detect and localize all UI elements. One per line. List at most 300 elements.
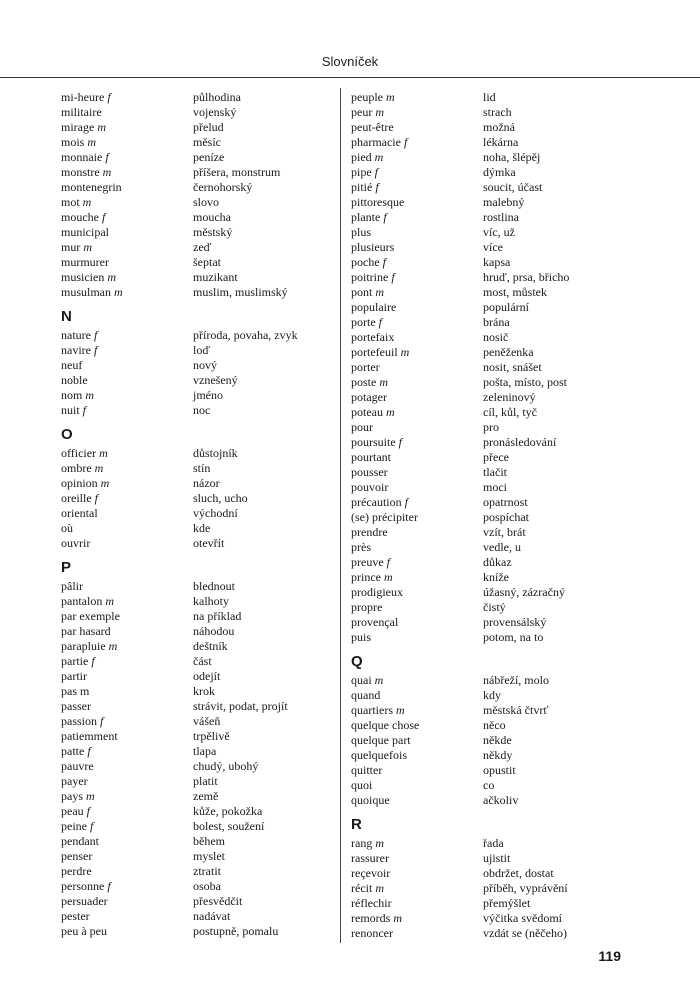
glossary-entry xyxy=(351,793,616,808)
glossary-entry xyxy=(61,909,326,924)
french-word: pittoresque xyxy=(351,195,405,209)
french-term xyxy=(61,446,193,461)
gender-marker: m xyxy=(87,135,97,149)
glossary-entry xyxy=(61,594,326,609)
glossary-entry xyxy=(351,435,616,450)
czech-translation: postupně, pomalu xyxy=(193,924,279,938)
gender-marker: f xyxy=(107,879,111,893)
czech-translation: jméno xyxy=(193,388,223,402)
section-letter-heading: P xyxy=(61,559,72,576)
french-word: porte xyxy=(351,315,376,329)
gender-marker: m xyxy=(383,570,393,584)
glossary-entry xyxy=(61,699,326,714)
french-term xyxy=(351,615,483,630)
czech-translation: hruď, prsa, břicho xyxy=(483,270,570,284)
glossary-entry xyxy=(61,879,326,894)
glossary-entry xyxy=(351,375,616,390)
french-term xyxy=(351,300,483,315)
czech-translation: peníze xyxy=(193,150,225,164)
french-word: pousser xyxy=(351,465,388,479)
french-term xyxy=(351,435,483,450)
french-word: nuit xyxy=(61,403,80,417)
section-letter-heading: N xyxy=(61,308,72,325)
french-word: plante xyxy=(351,210,381,224)
french-word: pantalon xyxy=(61,594,103,608)
czech-translation: více xyxy=(483,240,503,254)
french-word: passion xyxy=(61,714,97,728)
section-letter-heading: Q xyxy=(351,653,363,670)
french-term xyxy=(61,894,193,909)
czech-translation: nosit, snášet xyxy=(483,360,542,374)
french-term xyxy=(61,285,193,300)
gender-marker: f xyxy=(374,165,379,179)
glossary-entry xyxy=(351,763,616,778)
glossary-entry xyxy=(351,718,616,733)
gender-marker: m xyxy=(99,446,108,460)
glossary-entry xyxy=(61,624,326,639)
glossary-entry xyxy=(351,911,616,926)
french-word: penser xyxy=(61,849,93,863)
czech-translation: vzít, brát xyxy=(483,525,526,539)
glossary-entry xyxy=(61,521,326,536)
glossary-entry xyxy=(351,135,616,150)
gender-marker: m xyxy=(379,375,389,389)
glossary-entry xyxy=(351,585,616,600)
french-word: pitié xyxy=(351,180,373,194)
french-word: peine xyxy=(61,819,87,833)
gender-marker: f xyxy=(383,210,387,224)
czech-translation: nadávat xyxy=(193,909,231,923)
czech-translation: sluch, ucho xyxy=(193,491,248,505)
glossary-entry xyxy=(61,225,326,240)
gender-marker: m xyxy=(82,195,92,209)
czech-translation: blednout xyxy=(193,579,235,593)
czech-translation: lékárna xyxy=(483,135,519,149)
czech-translation: důstojník xyxy=(193,446,238,460)
czech-translation: rostlina xyxy=(483,210,519,224)
glossary-entry xyxy=(351,315,616,330)
glossary-entry xyxy=(351,270,616,285)
french-word: remords xyxy=(351,911,391,925)
french-term xyxy=(351,748,483,763)
french-term xyxy=(61,120,193,135)
french-term xyxy=(61,609,193,624)
czech-translation: pospíchat xyxy=(483,510,529,524)
french-word: peu à peu xyxy=(61,924,107,938)
french-word: patte xyxy=(61,744,85,758)
french-term xyxy=(351,688,483,703)
french-word: réflechir xyxy=(351,896,392,910)
gender-marker: f xyxy=(391,270,395,284)
glossary-entry xyxy=(61,579,326,594)
gender-marker: f xyxy=(87,744,91,758)
glossary-entry xyxy=(351,881,616,896)
glossary-entry xyxy=(61,654,326,669)
glossary-entry xyxy=(351,420,616,435)
czech-translation: přesvědčit xyxy=(193,894,243,908)
french-term xyxy=(351,703,483,718)
french-word: pays xyxy=(61,789,83,803)
glossary-entry xyxy=(351,360,616,375)
gender-marker: m xyxy=(375,285,385,299)
french-term xyxy=(61,255,193,270)
glossary-entry xyxy=(61,150,326,165)
glossary-entry xyxy=(61,165,326,180)
french-term xyxy=(61,270,193,285)
french-term xyxy=(61,624,193,639)
french-term xyxy=(61,819,193,834)
czech-translation: peněženka xyxy=(483,345,534,359)
glossary-entry xyxy=(351,525,616,540)
french-word: quelque chose xyxy=(351,718,420,732)
glossary-entry xyxy=(61,461,326,476)
french-word: oreille xyxy=(61,491,92,505)
french-term xyxy=(61,759,193,774)
french-term xyxy=(351,733,483,748)
glossary-entry xyxy=(61,609,326,624)
gender-marker: m xyxy=(86,789,95,803)
glossary-entry xyxy=(61,849,326,864)
glossary-entry xyxy=(351,688,616,703)
french-word: mot xyxy=(61,195,80,209)
czech-translation: vedle, u xyxy=(483,540,521,554)
french-word: quand xyxy=(351,688,381,702)
gender-marker: f xyxy=(94,491,98,505)
french-word: plus xyxy=(351,225,372,239)
french-word: pas m xyxy=(61,684,90,698)
french-term xyxy=(351,896,483,911)
czech-translation: muzikant xyxy=(193,270,238,284)
french-word: persuader xyxy=(61,894,108,908)
gender-marker: m xyxy=(114,285,123,299)
french-term xyxy=(351,600,483,615)
french-term xyxy=(351,851,483,866)
glossary-entry xyxy=(61,105,326,120)
french-word: puis xyxy=(351,630,372,644)
czech-translation: vojenský xyxy=(193,105,237,119)
french-term xyxy=(351,465,483,480)
french-word: potager xyxy=(351,390,387,404)
french-term xyxy=(351,480,483,495)
french-term xyxy=(61,90,193,105)
glossary-entry xyxy=(351,778,616,793)
french-term xyxy=(61,909,193,924)
french-term xyxy=(351,405,483,420)
czech-translation: pronásledování xyxy=(483,435,557,449)
french-word: renoncer xyxy=(351,926,393,940)
gender-marker: m xyxy=(375,105,384,119)
glossary-entry xyxy=(351,90,616,105)
french-term xyxy=(351,420,483,435)
czech-translation: brána xyxy=(483,315,510,329)
french-word: poitrine xyxy=(351,270,389,284)
french-term xyxy=(61,506,193,521)
gender-marker: m xyxy=(400,345,410,359)
french-term xyxy=(61,684,193,699)
section-letter-heading: R xyxy=(351,816,362,833)
french-word: personne xyxy=(61,879,105,893)
french-term xyxy=(351,240,483,255)
french-word: quelque part xyxy=(351,733,411,747)
french-word: pied xyxy=(351,150,372,164)
glossary-entry xyxy=(61,328,326,343)
french-word: où xyxy=(61,521,73,535)
french-word: peur xyxy=(351,105,373,119)
french-term xyxy=(351,150,483,165)
czech-translation: muslim, muslimský xyxy=(193,285,288,299)
french-word: oriental xyxy=(61,506,98,520)
gender-marker: m xyxy=(108,639,118,653)
glossary-entry xyxy=(61,684,326,699)
glossary-entry xyxy=(61,864,326,879)
czech-translation: během xyxy=(193,834,225,848)
glossary-entry xyxy=(61,894,326,909)
french-term xyxy=(61,714,193,729)
glossary-entry xyxy=(351,240,616,255)
gender-marker: f xyxy=(91,654,95,668)
french-word: pipe xyxy=(351,165,372,179)
french-word: quoique xyxy=(351,793,390,807)
glossary-entry xyxy=(351,495,616,510)
french-word: quartiers xyxy=(351,703,393,717)
gender-marker: f xyxy=(107,90,111,104)
glossary-entry xyxy=(351,345,616,360)
french-term xyxy=(351,555,483,570)
gender-marker: f xyxy=(86,804,90,818)
czech-translation: cíl, kůl, tyč xyxy=(483,405,537,419)
french-term xyxy=(61,358,193,373)
french-term xyxy=(351,673,483,688)
gender-marker: m xyxy=(374,673,384,687)
french-word: poche xyxy=(351,255,380,269)
french-term xyxy=(351,90,483,105)
french-word: prodigieux xyxy=(351,585,403,599)
french-word: poursuite xyxy=(351,435,396,449)
french-word: poteau xyxy=(351,405,383,419)
glossary-entry xyxy=(61,476,326,491)
czech-translation: městský xyxy=(193,225,233,239)
french-term xyxy=(351,510,483,525)
gender-marker: f xyxy=(102,210,106,224)
french-term xyxy=(61,491,193,506)
czech-translation: pošta, místo, post xyxy=(483,375,568,389)
czech-translation: na příklad xyxy=(193,609,242,623)
french-word: quoi xyxy=(351,778,373,792)
czech-translation: opatrnost xyxy=(483,495,528,509)
czech-translation: dýmka xyxy=(483,165,516,179)
czech-translation: kapsa xyxy=(483,255,511,269)
french-term xyxy=(351,210,483,225)
gender-marker: m xyxy=(102,165,112,179)
french-word: peut-être xyxy=(351,120,394,134)
gender-marker: f xyxy=(100,714,104,728)
glossary-entry xyxy=(351,600,616,615)
french-term xyxy=(351,495,483,510)
gender-marker: m xyxy=(386,90,395,104)
french-word: prince xyxy=(351,570,381,584)
french-word: mois xyxy=(61,135,85,149)
czech-translation: kalhoty xyxy=(193,594,229,608)
french-word: mi-heure xyxy=(61,90,105,104)
czech-translation: stín xyxy=(193,461,211,475)
czech-translation: kde xyxy=(193,521,211,535)
french-word: reçevoir xyxy=(351,866,391,880)
french-term xyxy=(351,570,483,585)
french-word: mirage xyxy=(61,120,95,134)
glossary-entry xyxy=(61,270,326,285)
french-word: propre xyxy=(351,600,383,614)
french-term xyxy=(61,135,193,150)
french-word: portefaix xyxy=(351,330,395,344)
french-term xyxy=(61,699,193,714)
french-word: perdre xyxy=(61,864,92,878)
french-word: murmurer xyxy=(61,255,109,269)
french-word: pharmacie xyxy=(351,135,401,149)
french-word: opinion xyxy=(61,476,98,490)
french-term xyxy=(61,180,193,195)
french-term xyxy=(61,105,193,120)
french-term xyxy=(351,763,483,778)
french-term xyxy=(61,195,193,210)
french-term xyxy=(61,639,193,654)
gender-marker: f xyxy=(90,819,94,833)
french-term xyxy=(61,210,193,225)
french-word: montenegrin xyxy=(61,180,122,194)
french-term xyxy=(61,849,193,864)
glossary-entry xyxy=(351,195,616,210)
french-term xyxy=(351,315,483,330)
running-header-title: Slovníček xyxy=(321,54,379,69)
french-word: navire xyxy=(61,343,91,357)
czech-translation: bolest, soužení xyxy=(193,819,265,833)
french-word: nom xyxy=(61,388,83,402)
french-word: porter xyxy=(351,360,380,374)
glossary-entry xyxy=(351,896,616,911)
czech-translation: někde xyxy=(483,733,512,747)
gender-marker: f xyxy=(398,435,403,449)
french-word: pourtant xyxy=(351,450,391,464)
czech-translation: řada xyxy=(483,836,504,850)
glossary-entry xyxy=(61,210,326,225)
czech-translation: populární xyxy=(483,300,529,314)
czech-translation: přelud xyxy=(193,120,224,134)
french-term xyxy=(61,343,193,358)
glossary-entry xyxy=(351,866,616,881)
glossary-entry xyxy=(351,300,616,315)
glossary-entry xyxy=(351,733,616,748)
french-term xyxy=(351,165,483,180)
czech-translation: soucit, účast xyxy=(483,180,543,194)
glossary-entry xyxy=(351,165,616,180)
french-word: officier xyxy=(61,446,97,460)
french-term xyxy=(61,744,193,759)
czech-translation: půlhodina xyxy=(193,90,241,104)
czech-translation: část xyxy=(193,654,212,668)
gender-marker: m xyxy=(100,476,110,490)
czech-translation: lid xyxy=(483,90,496,104)
french-term xyxy=(61,669,193,684)
french-term xyxy=(61,579,193,594)
french-word: quitter xyxy=(351,763,383,777)
gender-marker: f xyxy=(105,150,109,164)
french-word: prendre xyxy=(351,525,388,539)
gender-marker: m xyxy=(83,240,93,254)
gender-marker: f xyxy=(93,343,98,357)
glossary-entry xyxy=(61,506,326,521)
french-term xyxy=(351,195,483,210)
czech-translation: malebný xyxy=(483,195,525,209)
glossary-entry xyxy=(351,630,616,645)
czech-translation: důkaz xyxy=(483,555,512,569)
czech-translation: loď xyxy=(193,343,211,357)
glossary-entry xyxy=(61,729,326,744)
french-term xyxy=(61,476,193,491)
french-word: populaire xyxy=(351,300,397,314)
czech-translation: moucha xyxy=(193,210,231,224)
french-term xyxy=(351,135,483,150)
french-term xyxy=(351,120,483,135)
glossary-entry xyxy=(61,358,326,373)
glossary-entry xyxy=(351,105,616,120)
glossary-entry xyxy=(351,180,616,195)
gender-marker: m xyxy=(374,150,384,164)
czech-translation: příšera, monstrum xyxy=(193,165,281,179)
french-term xyxy=(351,360,483,375)
french-word: portefeuil xyxy=(351,345,398,359)
french-word: pâlir xyxy=(61,579,83,593)
glossary-entry xyxy=(61,491,326,506)
czech-translation: ztratit xyxy=(193,864,221,878)
french-term xyxy=(351,911,483,926)
glossary-entry xyxy=(61,180,326,195)
french-term xyxy=(351,585,483,600)
czech-translation: šeptat xyxy=(193,255,221,269)
french-word: partie xyxy=(61,654,89,668)
french-term xyxy=(351,718,483,733)
glossary-entry xyxy=(61,804,326,819)
french-term xyxy=(61,654,193,669)
french-term xyxy=(61,536,193,551)
glossary-entry xyxy=(351,926,616,941)
czech-translation: někdy xyxy=(483,748,513,762)
czech-translation: most, můstek xyxy=(483,285,548,299)
french-word: rang xyxy=(351,836,373,850)
french-term xyxy=(351,836,483,851)
czech-translation: chudý, ubohý xyxy=(193,759,259,773)
glossary-entry xyxy=(351,120,616,135)
glossary-entry xyxy=(61,195,326,210)
french-word: municipal xyxy=(61,225,109,239)
gender-marker: m xyxy=(375,836,384,850)
french-term xyxy=(61,804,193,819)
glossary-entry xyxy=(61,240,326,255)
french-word: récit xyxy=(351,881,373,895)
czech-translation: platit xyxy=(193,774,218,788)
glossary-entry xyxy=(61,819,326,834)
french-term xyxy=(351,630,483,645)
czech-translation: přemýšlet xyxy=(483,896,531,910)
french-term xyxy=(351,793,483,808)
french-word: patiemment xyxy=(61,729,118,743)
glossary-entry xyxy=(61,388,326,403)
french-term xyxy=(61,774,193,789)
glossary-entry xyxy=(61,255,326,270)
czech-translation: provensálský xyxy=(483,615,547,629)
gender-marker: m xyxy=(386,405,395,419)
glossary-entry xyxy=(351,851,616,866)
czech-translation: obdržet, dostat xyxy=(483,866,554,880)
glossary-entry xyxy=(61,714,326,729)
